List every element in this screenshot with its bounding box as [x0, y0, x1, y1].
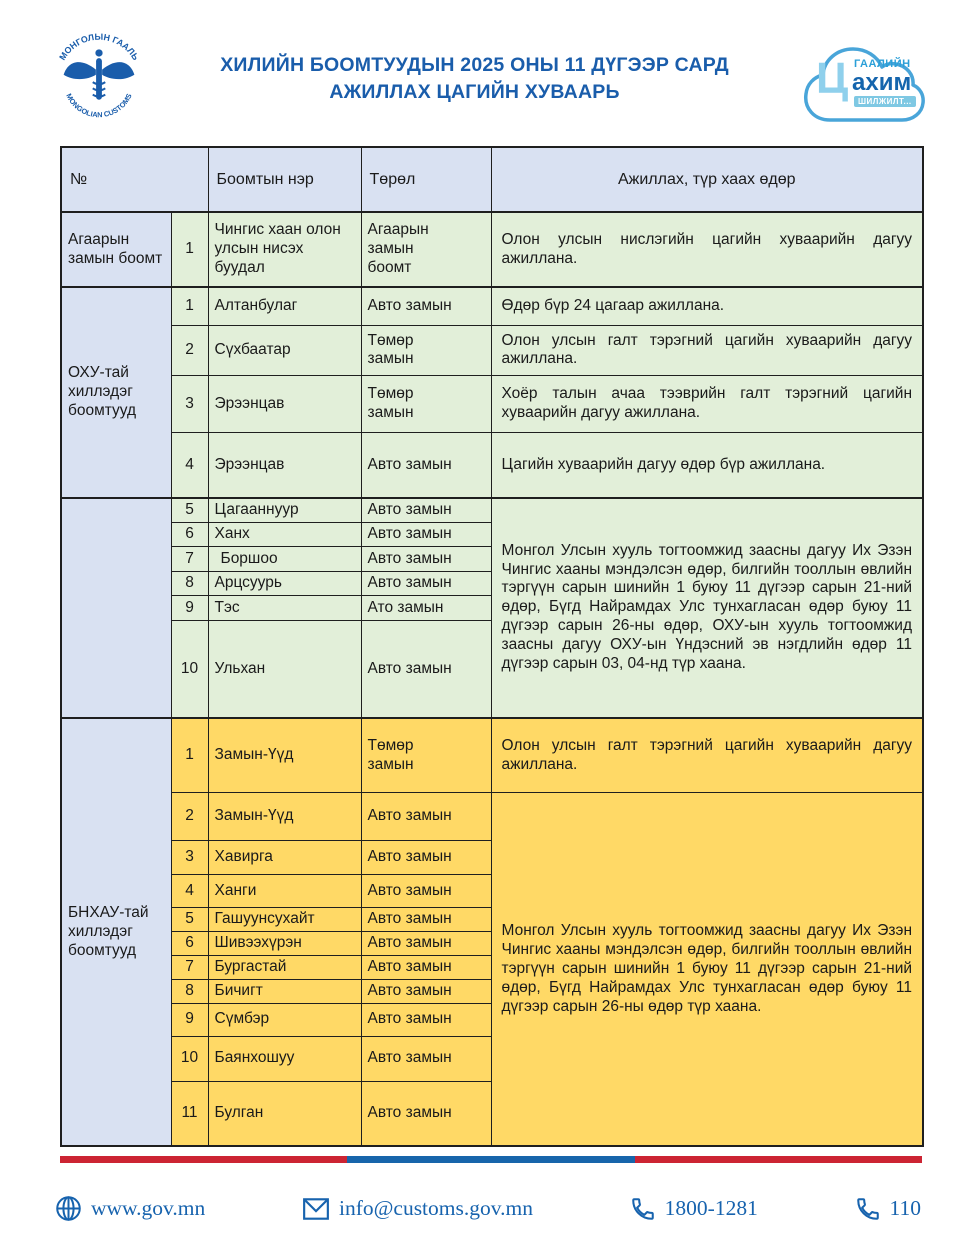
group-label-china: БНХАУ-тай хиллэдэг боомтууд — [61, 718, 171, 1147]
row-number: 4 — [171, 875, 208, 908]
footer — [0, 1195, 973, 1222]
port-type: Авто замын — [361, 1036, 491, 1081]
port-name: Сүхбаатар — [208, 325, 361, 376]
port-name: Ханги — [208, 875, 361, 908]
port-name: Бичигт — [208, 980, 361, 1004]
port-name: Замын-Үүд — [208, 718, 361, 793]
check-letter: Ц — [816, 54, 849, 103]
schedule-desc-merged: Монгол Улсын хууль тогтоомжид заасны дагуу Их Эзэн Чингис хааны мэндэлсэн өдөр, билгийн тооллын өвлийн тэргүүн сарын шинийн 1 буюу 11 дүгээр сарын 21-ний өдөр, Бүгд Найрамдах Улс тунхагласан өдөр буюу 11 дүгээр сарын 26-ны өдөр түр хаана. — [491, 793, 923, 1147]
row-number: 4 — [171, 433, 208, 498]
row-number: 1 — [171, 212, 208, 287]
row-number: 7 — [171, 547, 208, 572]
port-name: Арцсуурь — [208, 572, 361, 596]
port-type: Авто замын — [361, 621, 491, 718]
port-type: Авто замын — [361, 1081, 491, 1146]
email-text: info@customs.gov.mn — [338, 1196, 533, 1221]
port-name: Эрээнцав — [208, 433, 361, 498]
port-type: Авто замын — [361, 956, 491, 980]
logo-ring-top-text: МОНГОЛЫН ГААЛЬ — [57, 31, 141, 62]
globe-icon — [55, 1195, 82, 1222]
schedule-desc: Олон улсын нислэгийн цагийн хуваарийн дагуу ажиллана. — [491, 212, 923, 287]
group-label-air: Агаарын замын боомт — [61, 212, 171, 287]
logo-ring-bottom-text: MONGOLIAN CUSTOMS — [64, 91, 134, 120]
port-type: Агаарын замын боомт — [361, 212, 491, 287]
row-number: 7 — [171, 956, 208, 980]
port-name: Ульхан — [208, 621, 361, 718]
port-type: Авто замын — [361, 932, 491, 956]
port-type: Авто замын — [361, 1003, 491, 1036]
flag-red-left — [60, 1156, 347, 1163]
flag-divider-bar — [60, 1156, 922, 1163]
footer-phone-emergency[interactable] — [855, 1196, 921, 1222]
port-type: Авто замын — [361, 875, 491, 908]
port-name: Боршоо — [208, 547, 361, 572]
table-row — [61, 793, 923, 841]
port-type: Авто замын — [361, 980, 491, 1004]
port-type: Төмөр замын — [361, 376, 491, 433]
row-number: 8 — [171, 980, 208, 1004]
port-name: Шивээхүрэн — [208, 932, 361, 956]
envelope-icon — [302, 1197, 330, 1221]
row-number: 3 — [171, 376, 208, 433]
table-row — [61, 287, 923, 325]
col-header-schedule: Ажиллах, түр хаах өдөр — [491, 147, 923, 212]
row-number: 2 — [171, 793, 208, 841]
port-type: Авто замын — [361, 498, 491, 523]
row-number: 1 — [171, 718, 208, 793]
col-header-no: № — [61, 147, 208, 212]
border-checkpoints-table — [60, 146, 924, 1147]
port-type: Төмөр замын — [361, 325, 491, 376]
header — [0, 0, 973, 136]
port-type: Авто замын — [361, 433, 491, 498]
table-row — [61, 433, 923, 498]
flag-red-right — [635, 1156, 922, 1163]
row-number: 10 — [171, 1036, 208, 1081]
schedule-desc: Өдөр бүр 24 цагаар ажиллана. — [491, 287, 923, 325]
group-cell-russia-empty — [61, 498, 171, 718]
port-type: Төмөр замын — [361, 718, 491, 793]
port-name: Булган — [208, 1081, 361, 1146]
digital-customs-logo — [796, 36, 928, 136]
port-type: Авто замын — [361, 287, 491, 325]
digital-logo-line1: ГААЛИЙН — [854, 58, 911, 70]
row-number: 1 — [171, 287, 208, 325]
row-number: 2 — [171, 325, 208, 376]
flag-blue-center — [347, 1156, 634, 1163]
col-header-name: Боомтын нэр — [208, 147, 361, 212]
title-line-2: АЖИЛЛАХ ЦАГИЙН ХУВААРЬ — [329, 81, 620, 104]
schedule-desc: Олон улсын галт тэрэгний цагийн хуваарийн дагуу ажиллана. — [491, 325, 923, 376]
table-row — [61, 498, 923, 523]
row-number: 11 — [171, 1081, 208, 1146]
port-name: Чингис хаан олон улсын нисэх буудал — [208, 212, 361, 287]
col-header-type: Төрөл — [361, 147, 491, 212]
mongolian-customs-logo — [45, 28, 153, 132]
schedule-desc-merged: Монгол Улсын хууль тогтоомжид заасны дагуу Их Эзэн Чингис хааны мэндэлсэн өдөр, билгийн тооллын өвлийн тэргүүн сарын шинийн 1 буюу 11 дүгээр сарын 21-ний өдөр, Бүгд Найрамдах Улс тунхагласан өдөр буюу 11 дүгээр сарын 26-ны өдөр, ОХУ-ын хууль тогтоомжид заасны дагуу ОХУ-ын Үндэсний эв нэгдлийн өдөр 11 дүгээр сарын 03, 04-нд түр хаана. — [491, 498, 923, 718]
port-type: Авто замын — [361, 572, 491, 596]
footer-phone-hotline[interactable] — [630, 1196, 758, 1222]
port-type: Авто замын — [361, 908, 491, 932]
title-line-1: ХИЛИЙН БООМТУУДЫН 2025 ОНЫ 11 ДҮГЭЭР САРД — [220, 54, 729, 76]
row-number: 5 — [171, 908, 208, 932]
port-name: Эрээнцав — [208, 376, 361, 433]
phone-icon — [630, 1196, 656, 1222]
port-name: Цагааннуур — [208, 498, 361, 523]
row-number: 9 — [171, 596, 208, 621]
port-name: Хавирга — [208, 841, 361, 875]
schedule-table-wrap — [60, 146, 973, 1147]
page-title — [153, 28, 796, 107]
footer-website[interactable] — [55, 1195, 205, 1222]
digital-logo-line3: ШИЛЖИЛТ... — [854, 96, 916, 107]
port-name: Алтанбулаг — [208, 287, 361, 325]
row-number: 6 — [171, 523, 208, 547]
digital-logo-line2: ахим — [852, 69, 912, 96]
phone-emergency-text: 110 — [889, 1196, 921, 1221]
svg-text:МОНГОЛЫН ГААЛЬ — [57, 32, 141, 63]
row-number: 8 — [171, 572, 208, 596]
port-type: Авто замын — [361, 547, 491, 572]
port-name: Баянхошуу — [208, 1036, 361, 1081]
schedule-desc: Цагийн хуваарийн дагуу өдөр бүр ажиллана. — [491, 433, 923, 498]
schedule-desc: Олон улсын галт тэрэгний цагийн хуваарийн дагуу ажиллана. — [491, 718, 923, 793]
port-type: Авто замын — [361, 523, 491, 547]
port-type: Авто замын — [361, 793, 491, 841]
port-name: Бургастай — [208, 956, 361, 980]
phone-icon — [855, 1196, 881, 1222]
port-name: Ханх — [208, 523, 361, 547]
row-number: 9 — [171, 1003, 208, 1036]
website-text: www.gov.mn — [91, 1196, 206, 1221]
port-name: Гашуунсухайт — [208, 908, 361, 932]
table-row — [61, 718, 923, 793]
table-row-air — [61, 212, 923, 287]
row-number: 3 — [171, 841, 208, 875]
footer-email[interactable] — [302, 1196, 533, 1221]
table-header-row — [61, 147, 923, 212]
port-type: Авто замын — [361, 841, 491, 875]
group-label-russia: ОХУ-тай хиллэдэг боомтууд — [61, 287, 171, 498]
phone-hotline-text: 1800-1281 — [664, 1196, 758, 1221]
port-type: Ато замын — [361, 596, 491, 621]
table-row — [61, 325, 923, 376]
port-name: Сүмбэр — [208, 1003, 361, 1036]
table-row — [61, 376, 923, 433]
customs-caduceus-icon — [45, 28, 153, 132]
row-number: 5 — [171, 498, 208, 523]
row-number: 10 — [171, 621, 208, 718]
schedule-desc: Хоёр талын ачаа тээврийн галт тэрэгний цагийн хуваарийн дагуу ажиллана. — [491, 376, 923, 433]
port-name: Замын-Үүд — [208, 793, 361, 841]
row-number: 6 — [171, 932, 208, 956]
port-name: Тэс — [208, 596, 361, 621]
